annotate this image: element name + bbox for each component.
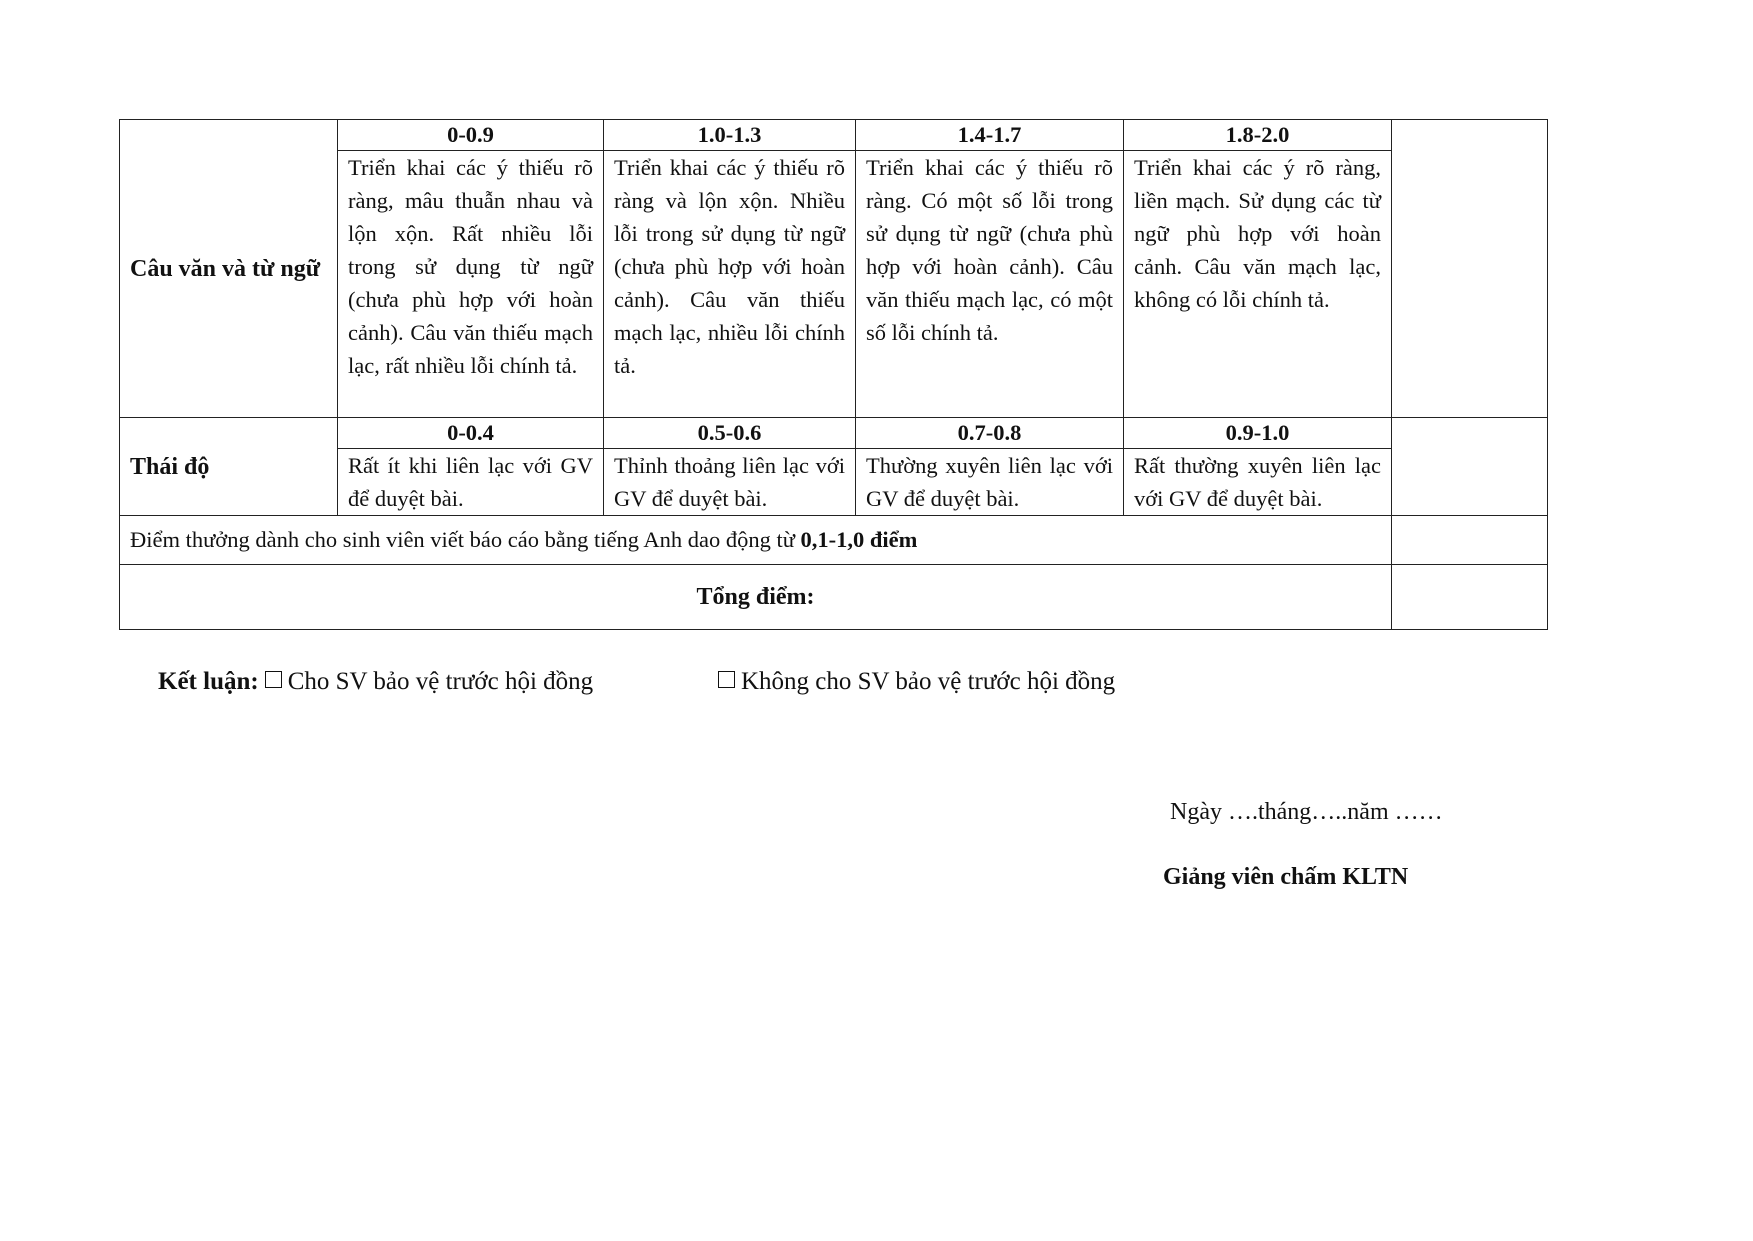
rubric-row-bonus: [120, 516, 1548, 565]
band-header: 0-0.4: [338, 418, 604, 449]
grading-rubric-table: [119, 119, 1548, 630]
conclusion-label: Kết luận:: [158, 668, 259, 695]
band-header: 0.7-0.8: [856, 418, 1124, 449]
band-description: Triển khai các ý thiếu rõ ràng và lộn xộn. Nhiều lỗi trong sử dụng từ ngữ (chưa phù hợp với hoàn cảnh). Câu văn thiếu mạch lạc, nhiều lỗi chính tả.: [604, 151, 856, 418]
band-description: Thường xuyên liên lạc với GV để duyệt bài.: [856, 449, 1124, 516]
criterion-writing: Câu văn và từ ngữ: [120, 120, 338, 418]
date-line: Ngày ….tháng…..năm ……: [1170, 799, 1443, 825]
signer-title: Giảng viên chấm KLTN: [1163, 864, 1409, 890]
option-deny-label: Không cho SV bảo vệ trước hội đồng: [741, 668, 1116, 695]
rubric-row-attitude-header: [120, 418, 1548, 449]
score-cell-writing[interactable]: [1392, 120, 1548, 418]
score-cell-bonus[interactable]: [1392, 516, 1548, 565]
rubric-row-writing-header: [120, 120, 1548, 151]
bonus-description: [120, 516, 1392, 565]
option-allow-label: Cho SV bảo vệ trước hội đồng: [287, 668, 594, 695]
band-description: Triển khai các ý thiếu rõ ràng. Có một số lỗi trong sử dụng từ ngữ (chưa phù hợp với hoàn cảnh). Câu văn thiếu mạch lạc, có một số lỗi chính tả.: [856, 151, 1124, 418]
band-header: 0.9-1.0: [1124, 418, 1392, 449]
band-description: Triển khai các ý thiếu rõ ràng, mâu thuẫn nhau và lộn xộn. Rất nhiều lỗi trong sử dụng từ ngữ (chưa phù hợp với hoàn cảnh). Câu văn thiếu mạch lạc, rất nhiều lỗi chính tả.: [338, 151, 604, 418]
band-description: Triển khai các ý rõ ràng, liền mạch. Sử dụng các từ ngữ phù hợp với hoàn cảnh. Câu văn mạch lạc, không có lỗi chính tả.: [1124, 151, 1392, 418]
bonus-text: Điểm thưởng dành cho sinh viên viết báo cáo bằng tiếng Anh dao động từ: [130, 527, 801, 552]
score-cell-total[interactable]: [1392, 565, 1548, 630]
checkbox-allow-defense[interactable]: [265, 671, 282, 688]
band-header: 1.4-1.7: [856, 120, 1124, 151]
bonus-range: 0,1-1,0 điểm: [800, 527, 918, 552]
score-cell-attitude[interactable]: [1392, 418, 1548, 516]
checkbox-deny-defense[interactable]: [718, 671, 735, 688]
conclusion-line: [158, 665, 1116, 699]
band-description: Rất thường xuyên liên lạc với GV để duyệt bài.: [1124, 449, 1392, 516]
band-header: 1.0-1.3: [604, 120, 856, 151]
band-header: 0-0.9: [338, 120, 604, 151]
total-label: Tổng điểm:: [120, 565, 1392, 630]
rubric-row-total: [120, 565, 1548, 630]
band-description: Rất ít khi liên lạc với GV để duyệt bài.: [338, 449, 604, 516]
criterion-attitude: Thái độ: [120, 418, 338, 516]
band-header: 1.8-2.0: [1124, 120, 1392, 151]
band-description: Thỉnh thoảng liên lạc với GV để duyệt bài.: [604, 449, 856, 516]
band-header: 0.5-0.6: [604, 418, 856, 449]
option-deny: [718, 665, 1115, 699]
